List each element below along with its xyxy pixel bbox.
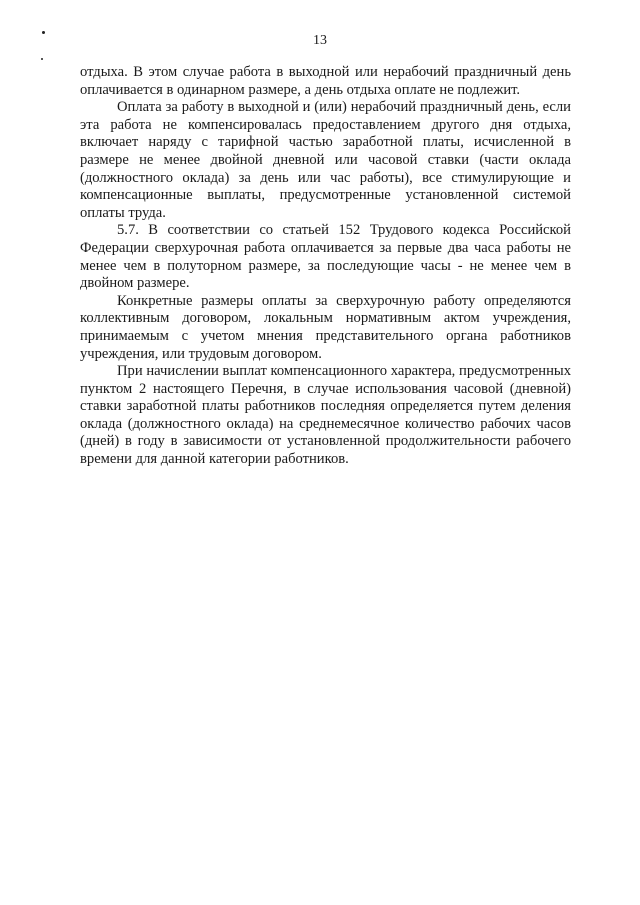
page-number: 13 <box>313 33 327 48</box>
document-body <box>80 64 571 469</box>
paragraph-overtime-amounts: Конкретные размеры оплаты за сверхурочную работу определяются коллективным договором, локальным нормативным актом учреждения, принимаемым с учетом мнения представительного органа работников учреждения, или трудовым договором. <box>80 292 571 362</box>
paragraph-5-7-overtime: 5.7. В соответствии со статьей 152 Трудового кодекса Российской Федерации сверхурочная работа оплачивается за первые два часа работы не менее чем в полуторном размере, за последующие часы - не менее чем в двойном размере. <box>80 222 571 292</box>
scan-artifact-dot <box>41 58 43 60</box>
paragraph-holiday-pay: Оплата за работу в выходной и (или) нерабочий праздничный день, если эта работа не компенсировалась предоставлением другого дня отдыха, включает наряду с тарифной частью заработной платы, исчисленной в размере не менее двойной дневной или часовой ставки (части оклада (должностного оклада) за день или час работы), все стимулирующие и компенсационные выплаты, предусмотренные установленной системой оплаты труда. <box>80 99 571 221</box>
paragraph-continuation: отдыха. В этом случае работа в выходной или нерабочий праздничный день оплачивается в одинарном размере, а день отдыха оплате не подлежит. <box>80 64 571 98</box>
paragraph-compensation-calculation: При начислении выплат компенсационного характера, предусмотренных пунктом 2 настоящего Перечня, в случае использования часовой (дневной) ставки заработной платы работников последняя определяется путем деления оклада (должностного оклада) на среднемесячное количество рабочих часов (дней) в году в зависимости от установленной продолжительности рабочего времени для данной категории работников. <box>80 363 571 468</box>
